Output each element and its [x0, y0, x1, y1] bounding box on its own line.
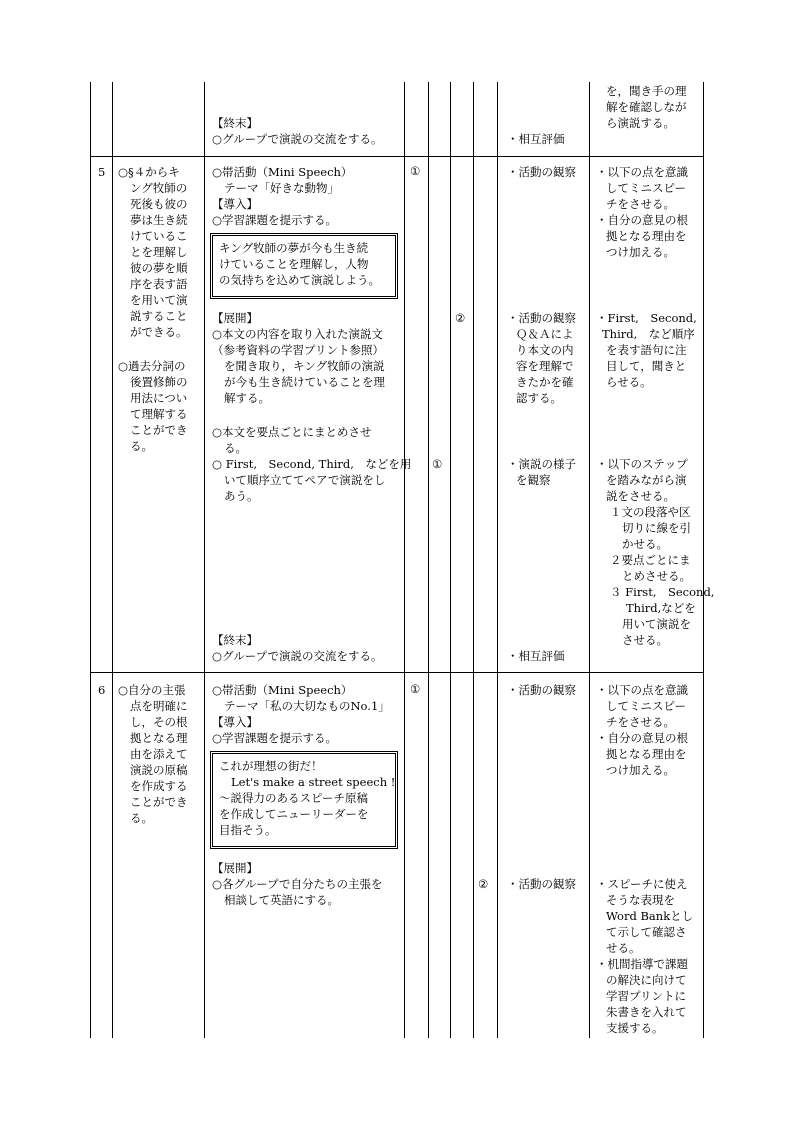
goal-line: とを理解し [130, 245, 188, 259]
guidance-line: してミニスピー [606, 699, 687, 713]
task-line: Let's make a street speech ! [231, 775, 396, 789]
activity-line: が今も生き続けていることを理 [224, 375, 385, 389]
evaluation-text: Ｑ＆Ａによ [516, 327, 574, 341]
goal-line: 由を添えて [130, 747, 188, 761]
activity-line: ○本文を要点ごとにまとめさせ [212, 425, 372, 439]
activity-line: テーマ「私の大切なものNo.1」 [224, 699, 390, 713]
activity-line: ○学習課題を提示する。 [212, 731, 338, 745]
goal-line: ○自分の主張 [118, 683, 186, 697]
eval-mark: ① [410, 164, 421, 178]
evaluation-text: きたかを確 [516, 375, 574, 389]
goal-line: 拠となる理 [130, 731, 188, 745]
goal-line: る。 [130, 439, 153, 453]
evaluation-text: ・活動の観察 [507, 877, 576, 891]
goal-line: 用法につい [130, 391, 188, 405]
goal-line: 説すること [130, 309, 188, 323]
task-line: の気持ちを込めて演説しよう。 [219, 273, 380, 287]
goal-line: ○§４からキ [118, 165, 180, 179]
goal-line: 序を表す語 [130, 277, 188, 291]
guidance-line: ・自分の意見の根 [596, 731, 688, 745]
guidance-line: 支援する。 [606, 1021, 664, 1035]
activity-line: ○各グループで自分たちの主張を [212, 877, 383, 891]
goal-line: 後置修飾の [130, 375, 188, 389]
evaluation-text: 容を理解で [516, 359, 574, 373]
activity-line: を聞き取り，キング牧師の演説 [224, 359, 385, 373]
guidance-line: 拠となる理由を [606, 747, 687, 761]
task-line: を作成してニューリーダーを [219, 807, 369, 821]
goal-line: て理解する [130, 407, 188, 421]
goal-line: る。 [130, 811, 153, 825]
guidance-line: Third,などを [626, 601, 696, 615]
guidance-line: ・以下の点を意識 [596, 683, 688, 697]
activity-line: 【展開】 [212, 311, 258, 325]
goal-line: 死後も彼の [130, 197, 188, 211]
eval-mark: ② [478, 877, 489, 891]
activity-line: る。 [224, 441, 247, 455]
column-divider [204, 82, 205, 1038]
task-line: けていることを理解し，人物 [219, 257, 369, 271]
activity-line: ○ First, Second, Third, などを用 [212, 457, 412, 471]
guidance-line: 切りに線を引 [622, 521, 691, 535]
evaluation-text: ・活動の観察 [507, 311, 576, 325]
guidance-line: ・自分の意見の根 [596, 213, 688, 227]
guidance-line: を，聞き手の理 [606, 84, 687, 98]
column-divider [112, 82, 113, 1038]
guidance-line: させる。 [622, 633, 668, 647]
guidance-line: ・First, Second, [596, 311, 697, 325]
guidance-line: 用いて演説を [622, 617, 691, 631]
goal-line: 彼の夢を順 [130, 261, 188, 275]
goal-line: を用いて演 [130, 293, 188, 307]
activity-line: ○帯活動（Mini Speech） [212, 165, 353, 179]
evaluation-text: り本文の内 [516, 343, 574, 357]
learning-task-box [210, 233, 398, 299]
row-number: 5 [98, 165, 106, 179]
guidance-line: １文の段落や区 [610, 505, 691, 519]
activity-line: ○帯活動（Mini Speech） [212, 683, 353, 697]
column-divider [404, 82, 405, 1038]
guidance-line: ・以下の点を意識 [596, 165, 688, 179]
activity-line: いて順序立ててペアで演説をし [224, 473, 386, 487]
activity-line: （参考資料の学習プリント参照） [212, 343, 385, 357]
task-line: 目指そう。 [219, 823, 277, 837]
eval-mark: ② [455, 311, 466, 325]
guidance-line: そうな表現を [606, 893, 675, 907]
row-number: 6 [98, 683, 106, 697]
activity-line: 【導入】 [212, 715, 258, 729]
activity-line: 【導入】 [212, 197, 258, 211]
guidance-line: を踏みながら演 [606, 473, 687, 487]
guidance-line: チをさせる。 [606, 715, 675, 729]
closing-label: 【終末】 [212, 116, 258, 130]
closing-activity: ○グループで演説の交流をする。 [212, 132, 383, 146]
eval-mark: ① [432, 457, 443, 471]
evaluation-text: を観察 [516, 473, 551, 487]
evaluation-text: ・相互評価 [507, 649, 565, 663]
goal-line: 夢は生き続 [130, 213, 188, 227]
guidance-line: Word Bankとし [606, 909, 694, 923]
goal-line: ことができ [130, 423, 188, 437]
task-line: キング牧師の夢が今も生き続 [219, 241, 369, 255]
guidance-line: ・以下のステップ [596, 457, 688, 471]
learning-task-box [210, 751, 398, 849]
evaluation-text: ・演説の様子 [507, 457, 576, 471]
column-divider [589, 82, 590, 1038]
evaluation-text: ・相互評価 [507, 132, 565, 146]
guidance-line: らせる。 [606, 375, 652, 389]
row-divider [90, 672, 703, 673]
column-divider [473, 82, 474, 1038]
goal-line: 点を明確に [130, 699, 188, 713]
guidance-line: を表す語句に注 [606, 343, 687, 357]
guidance-line: とめさせる。 [622, 569, 691, 583]
guidance-line: 目して，聞きと [606, 359, 687, 373]
goal-line: ング牧師の [130, 181, 188, 195]
eval-mark: ① [410, 682, 421, 696]
column-divider [497, 82, 498, 1038]
guidance-line: ２要点ごとにま [610, 553, 691, 567]
guidance-line: ３ First, Second, [610, 585, 715, 599]
goal-line: 演説の原稿 [130, 763, 188, 777]
guidance-line: ・スピーチに使え [596, 877, 688, 891]
guidance-line: チをさせる。 [606, 197, 675, 211]
guidance-line: Third, など順序 [602, 327, 695, 341]
column-divider [428, 82, 429, 1038]
guidance-line: ら演説する。 [606, 116, 675, 130]
activity-line: テーマ「好きな動物」 [224, 181, 339, 195]
closing-label: 【終末】 [212, 633, 258, 647]
goal-line: し，その根 [130, 715, 188, 729]
guidance-line: してミニスピー [606, 181, 687, 195]
guidance-line: つけ加える。 [606, 763, 675, 777]
goal-line: を作成する [130, 779, 188, 793]
goal-line: ○過去分詞の [118, 359, 186, 373]
guidance-line: せる。 [606, 941, 641, 955]
activity-line: 解する。 [224, 391, 270, 405]
column-divider [450, 82, 451, 1038]
guidance-line: 学習プリントに [606, 989, 687, 1003]
guidance-line: の解決に向けて [606, 973, 687, 987]
guidance-line: 説をさせる。 [606, 489, 675, 503]
guidance-line: 朱書きを入れて [606, 1005, 687, 1019]
activity-line: ○学習課題を提示する。 [212, 213, 338, 227]
table-border-right [703, 82, 704, 1038]
evaluation-text: ・活動の観察 [507, 165, 576, 179]
guidance-line: つけ加える。 [606, 245, 675, 259]
row-divider [90, 156, 703, 157]
goal-line: ができる。 [130, 325, 188, 339]
activity-line: ○本文の内容を取り入れた演説文 [212, 327, 384, 341]
closing-activity: ○グループで演説の交流をする。 [212, 649, 383, 663]
table-border-left [90, 82, 91, 1038]
activity-line: 【展開】 [212, 861, 258, 875]
guidance-line: かせる。 [622, 537, 668, 551]
evaluation-text: 認する。 [516, 391, 562, 405]
activity-line: 相談して英語にする。 [224, 893, 339, 907]
task-line: これが理想の街だ！ [219, 759, 323, 773]
guidance-line: 拠となる理由を [606, 229, 687, 243]
task-line: ～説得力のあるスピーチ原稿 [219, 791, 369, 805]
guidance-line: 解を確認しなが [606, 100, 687, 114]
activity-line: あう。 [224, 489, 259, 503]
goal-line: ことができ [130, 795, 188, 809]
evaluation-text: ・活動の観察 [507, 683, 576, 697]
goal-line: けているこ [130, 229, 188, 243]
guidance-line: て示して確認さ [606, 925, 687, 939]
guidance-line: ・机間指導で課題 [596, 957, 688, 971]
